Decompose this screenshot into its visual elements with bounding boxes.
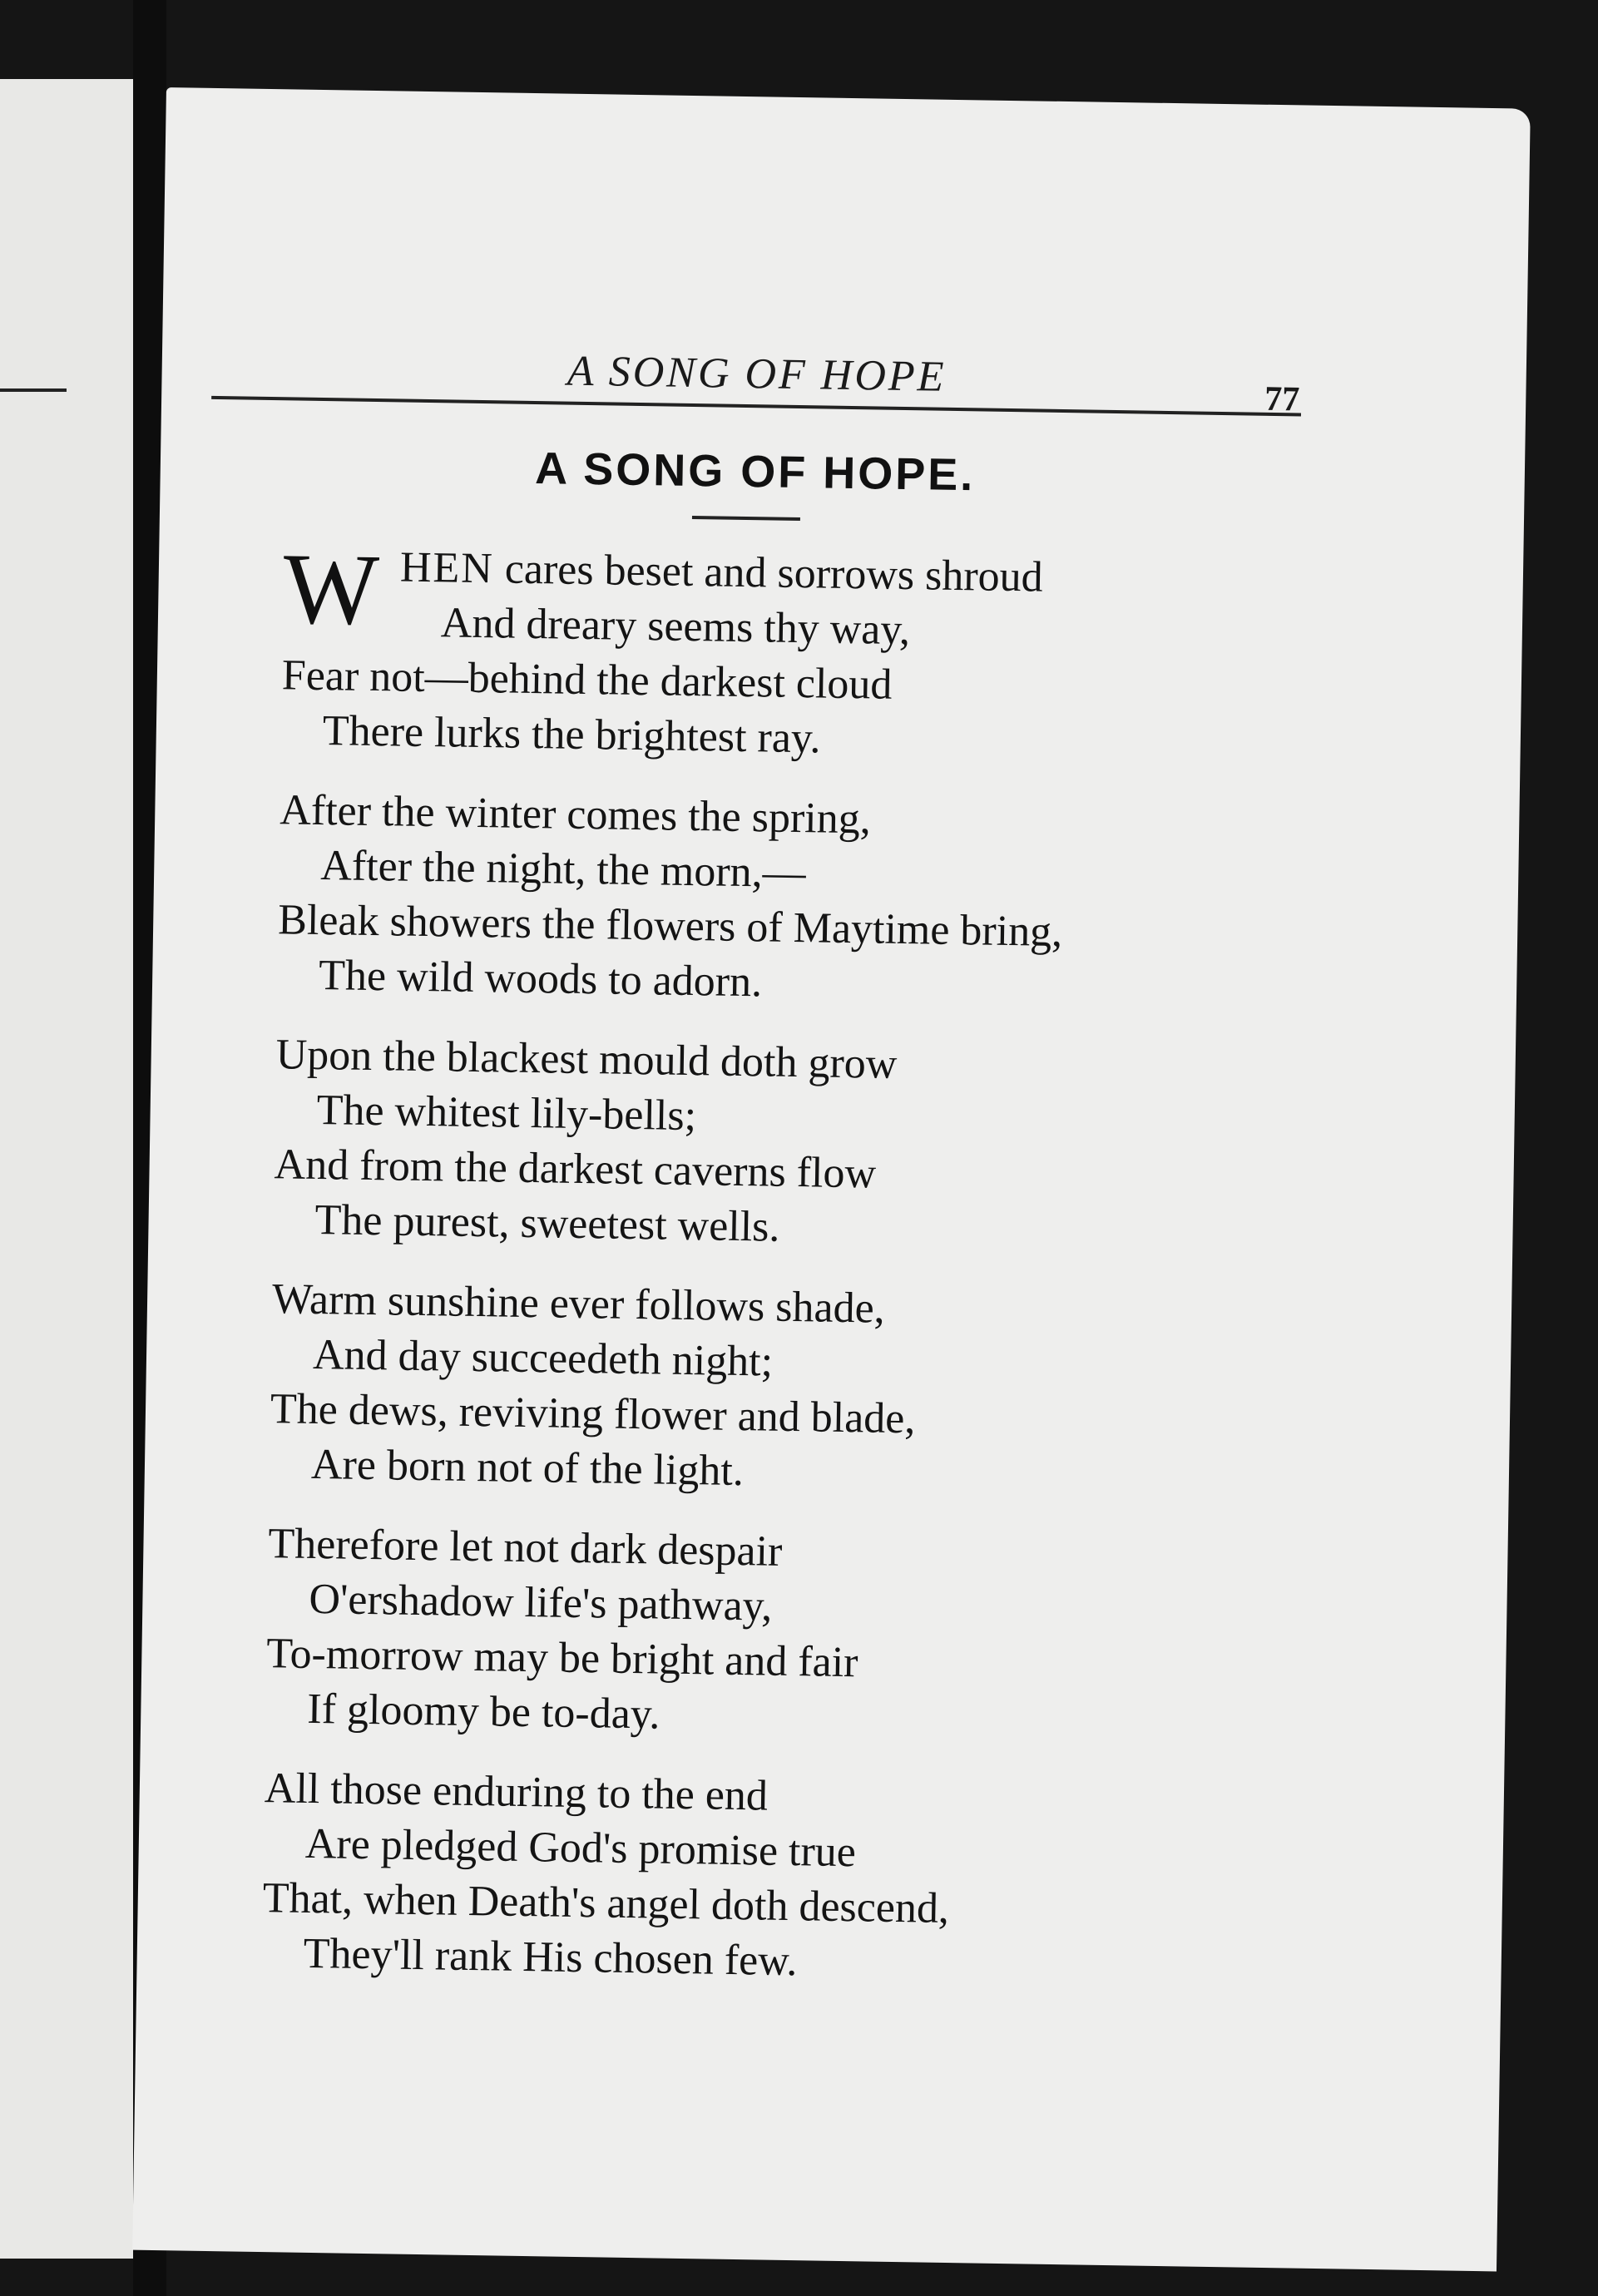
- poem-line: That, when Death's angel doth descend,: [262, 1874, 950, 1933]
- poem-line: Therefore let not dark despair: [268, 1520, 783, 1576]
- poem-line: The whitest lily-bells;: [316, 1086, 697, 1141]
- poem-body: [261, 532, 1366, 2022]
- stanza-4: [269, 1272, 1353, 1508]
- poem-line: The dews, reviving flower and blade,: [270, 1385, 916, 1443]
- stanza-3: [273, 1027, 1358, 1264]
- first-line-rest: cares beset and sorrows shroud: [493, 545, 1044, 601]
- poem-line: Upon the blackest mould doth grow: [275, 1031, 898, 1088]
- stanza-6: [261, 1761, 1346, 1997]
- drop-cap: W: [282, 532, 380, 647]
- poem-line: Are born not of the light.: [310, 1440, 745, 1496]
- poem-line: The wild woods to adorn.: [318, 952, 763, 1007]
- poem-line: If gloomy be to-day.: [306, 1685, 660, 1739]
- poem-line: Bleak showers the flowers of Maytime bring,: [277, 896, 1063, 957]
- poem-line: And day succeedeth night;: [312, 1330, 774, 1386]
- poem-line: Fear not—behind the darkest cloud: [281, 651, 893, 709]
- poem-line: Are pledged God's promise true: [304, 1819, 857, 1877]
- poem-line: They'll rank His chosen few.: [303, 1929, 798, 1986]
- first-word-caps: HEN: [399, 543, 495, 593]
- stanza-1: [280, 532, 1365, 774]
- poem-line: After the winter comes the spring,: [279, 786, 872, 844]
- stanza-5: [265, 1517, 1350, 1753]
- book-page: [132, 87, 1531, 2271]
- poem-title: A SONG OF HOPE.: [534, 443, 976, 501]
- poem-line: After the night, the morn,—: [319, 842, 807, 898]
- poem-line: All those enduring to the end: [264, 1764, 769, 1820]
- facing-page-edge: [0, 79, 133, 2259]
- poem-line: The purest, sweetest wells.: [314, 1195, 780, 1251]
- title-rule: [692, 516, 800, 521]
- poem-line: And from the darkest caverns flow: [274, 1141, 877, 1198]
- running-head-title: A SONG OF HOPE: [566, 347, 947, 401]
- running-head: [211, 338, 1302, 417]
- facing-page-rule: [0, 388, 67, 392]
- poem-line: Warm sunshine ever follows shade,: [271, 1275, 886, 1333]
- poem-line: And dreary seems thy way,: [440, 599, 911, 655]
- poem-line: There lurks the brightest ray.: [322, 707, 822, 763]
- page-number: 77: [1264, 379, 1300, 419]
- stanza-2: [277, 783, 1362, 1019]
- poem-line: O'ershadow life's pathway,: [309, 1575, 773, 1630]
- poem-line: To-morrow may be bright and fair: [265, 1630, 858, 1687]
